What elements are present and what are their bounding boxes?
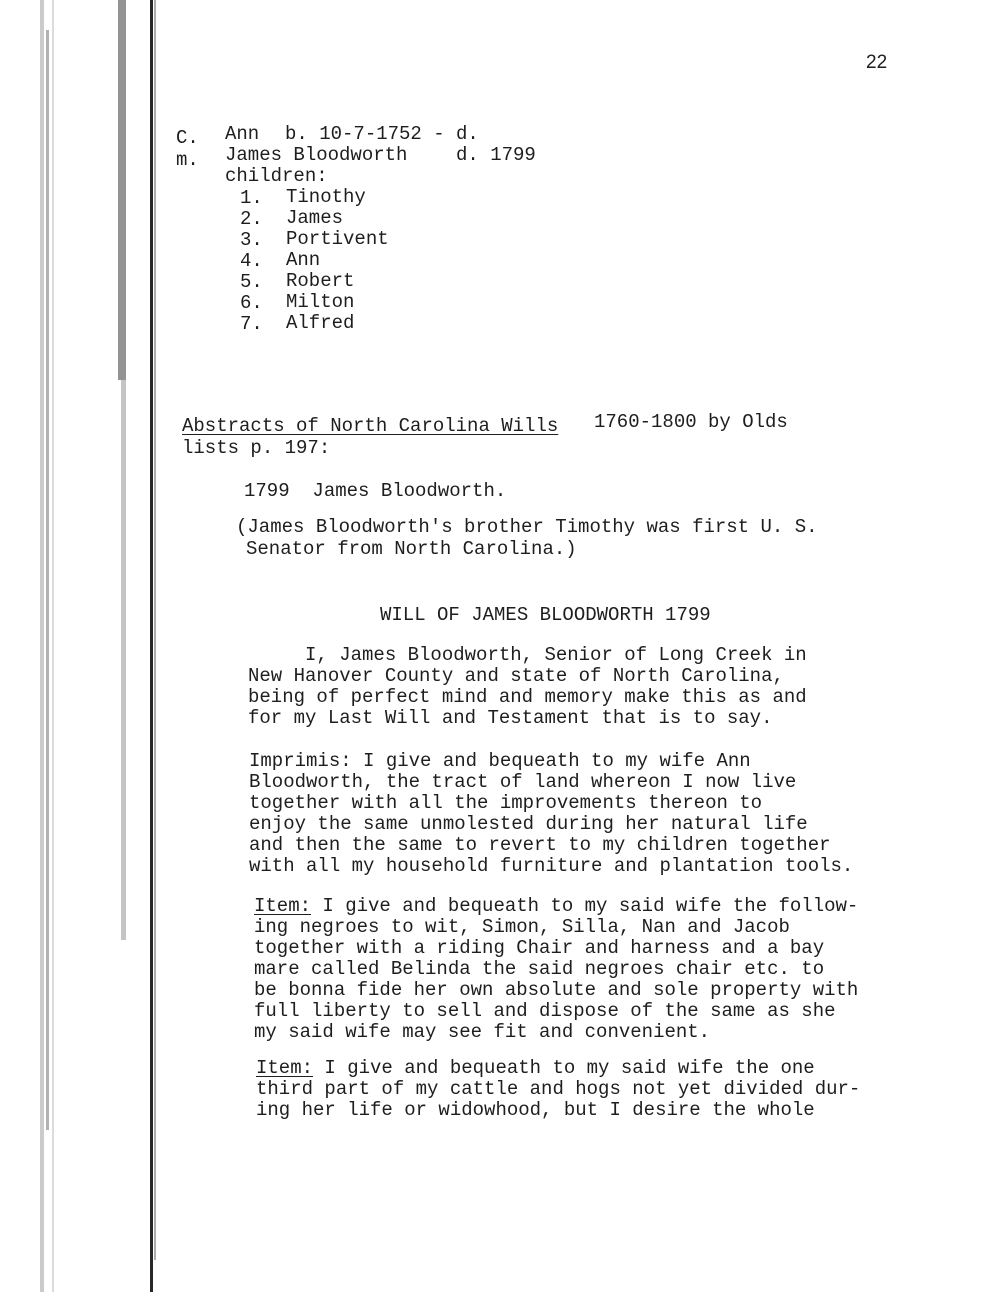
child-name: Tinothy	[286, 186, 366, 208]
will-item-paragraph	[256, 1058, 860, 1121]
child-number: 7.	[240, 313, 263, 335]
item-first-line: I give and bequeath to my said wife the follow-	[311, 895, 859, 917]
text-line: ing negroes to wit, Simon, Silla, Nan and Jacob	[254, 916, 790, 938]
text-line: with all my household furniture and plantation tools.	[249, 855, 854, 877]
source-pages: lists p. 197:	[182, 437, 331, 459]
text-line: Imprimis: I give and bequeath to my wife Ann	[249, 750, 751, 772]
spouse-m-name: James Bloodworth	[225, 144, 408, 166]
child-name: Portivent	[286, 228, 389, 250]
child-name: Ann	[286, 249, 321, 271]
text-line: New Hanover County and state of North Carolina,	[248, 665, 784, 687]
child-name: James	[286, 207, 344, 229]
text-line	[254, 896, 858, 917]
child-name: Alfred	[286, 312, 355, 334]
text-line: my said wife may see fit and convenient.	[254, 1021, 711, 1043]
spouse-m-dates: d. 1799	[456, 144, 536, 166]
child-number: 4.	[240, 250, 263, 272]
binding-edge-shadow	[0, 0, 160, 1292]
text-line	[256, 1058, 860, 1079]
will-imprimis-paragraph	[249, 751, 853, 877]
child-number: 5.	[240, 271, 263, 293]
item-first-line: I give and bequeath to my said wife the one	[313, 1057, 815, 1079]
text-line: together with a riding Chair and harness and a bay	[254, 937, 825, 959]
page-number: 22	[866, 52, 888, 73]
text-line: mare called Belinda the said negroes chair etc. to	[254, 958, 825, 980]
text-line: Bloodworth, the tract of land whereon I now live	[249, 771, 797, 793]
text-line: full liberty to sell and dispose of the same as she	[254, 1000, 836, 1022]
child-number: 2.	[240, 208, 263, 230]
item-label: Item:	[254, 895, 312, 917]
child-name: Robert	[286, 270, 355, 292]
child-name: Milton	[286, 291, 355, 313]
abstract-note-line: Senator from North Carolina.)	[246, 538, 577, 560]
text-line: for my Last Will and Testament that is to say.	[248, 707, 773, 729]
text-line: being of perfect mind and memory make this as and	[248, 686, 807, 708]
child-number: 1.	[240, 187, 263, 209]
will-title: WILL OF JAMES BLOODWORTH 1799	[380, 604, 711, 626]
text-line: I, James Bloodworth, Senior of Long Creek in	[248, 644, 807, 666]
text-line: together with all the improvements thereon to	[249, 792, 763, 814]
child-number: 6.	[240, 292, 263, 314]
will-opening-paragraph	[248, 645, 807, 729]
source-title: Abstracts of North Carolina Wills	[182, 415, 559, 437]
text-line: ing her life or widowhood, but I desire the whole	[256, 1099, 815, 1121]
will-item-paragraph	[254, 896, 858, 1043]
spouse-c-label: C.	[176, 127, 199, 149]
spouse-c-name: Ann	[225, 123, 260, 145]
text-line: be bonna fide her own absolute and sole property with	[254, 979, 859, 1001]
spouse-m-label: m.	[176, 149, 199, 171]
abstract-entry: 1799 James Bloodworth.	[244, 480, 507, 502]
spouse-c-dates: b. 10-7-1752 - d.	[285, 123, 479, 145]
source-title-rest: 1760-1800 by Olds	[594, 411, 788, 433]
item-label: Item:	[256, 1057, 314, 1079]
child-number: 3.	[240, 229, 263, 251]
text-line: and then the same to revert to my children together	[249, 834, 831, 856]
children-label: children:	[225, 165, 328, 187]
abstract-note-line: (James Bloodworth's brother Timothy was first U. S.	[236, 516, 818, 538]
text-line: enjoy the same unmolested during her natural life	[249, 813, 808, 835]
text-line: third part of my cattle and hogs not yet divided dur-	[256, 1078, 861, 1100]
